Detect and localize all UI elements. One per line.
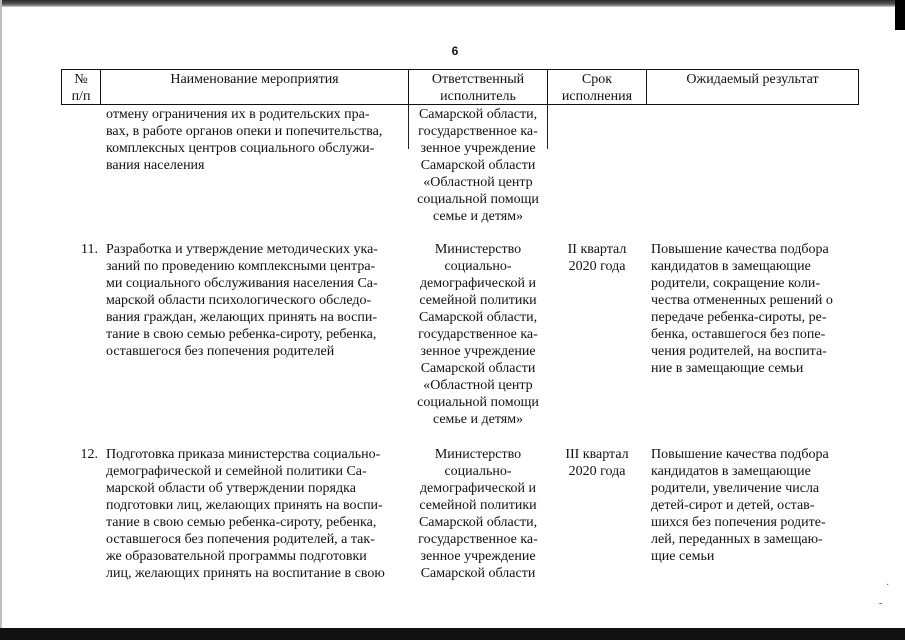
column-rule: [408, 105, 409, 149]
scan-left-edge: [0, 0, 2, 640]
column-rule: [547, 105, 548, 149]
row-term: III квартал 2020 года: [565, 447, 629, 479]
header-name-label: Наименование мероприятия: [170, 72, 339, 87]
page-number: 6: [451, 44, 459, 58]
scan-bottom-edge: [0, 628, 905, 640]
header-responsible: [408, 69, 548, 105]
row-number: 11.: [81, 242, 98, 257]
row-name: Подготовка приказа министерства социально- демографической и семейной политики Са- марской области об утверждении порядка подготовки лиц, желающих принять на воспи- тание в свою семью ребенка-сироту, ребенка, оставшегося без попечения родителей, а так- же образовательной программы подготовки лиц, желающих принять на воспитание в свою: [106, 447, 385, 581]
row-result: Повышение качества подбора кандидатов в замещающие родители, сокращение коли- чества отмененных решений о передаче ребенка-сироты, ре- бенка, оставшегося без попе- чения родителей, на воспита- ние в замещающие семьи: [651, 242, 833, 376]
header-result: [646, 69, 859, 105]
row-name: отмену ограничения их в родительских пра- вах, в работе органов опеки и попечительства, комплексных центров социального обслужи- вания населения: [106, 107, 383, 173]
scan-top-edge: [0, 0, 905, 7]
header-term-label: Срок исполнения: [561, 72, 633, 104]
row-responsible: Самарской области, государственное ка- зенное учреждение Самарской области «Областной центр социальной помощи семье и детям»: [417, 107, 539, 224]
row-result: Повышение качества подбора кандидатов в замещающие родители, увеличение числа детей-сирот и детей, остав- шихся без попечения родите- лей, переданных в замещаю- щие семьи: [651, 447, 829, 564]
row-number: 12.: [80, 447, 98, 462]
header-num: [61, 69, 101, 105]
scan-speck-mark: ·: [886, 580, 890, 591]
row-responsible: Министерство социально- демографической и семейной политики Самарской области, государственное ка- зенное учреждение Самарской области «Областной центр социальной помощи семье и детям»: [417, 242, 539, 427]
header-result-label: Ожидаемый результат: [686, 72, 819, 87]
header-name: [100, 69, 409, 105]
header-num-label: № п/п: [71, 72, 91, 104]
scan-speck-mark: -: [879, 598, 883, 609]
header-term: [547, 69, 647, 105]
scan-corner-mark: [895, 0, 905, 30]
row-term: II квартал 2020 года: [567, 242, 627, 274]
header-responsible-label: Ответственный исполнитель: [431, 72, 525, 104]
row-responsible: Министерство социально- демографической и семейной политики Самарской области, государственное ка- зенное учреждение Самарской области: [418, 447, 538, 581]
row-name: Разработка и утверждение методических ука- заний по проведению комплексными центра- ми социального обслуживания населения Са- марской области психологического обследо- вания граждан, желающих принять на воспи- тание в свою семью ребенка-сироту, ребенка, оставшегося без попечения родителей: [106, 242, 378, 359]
